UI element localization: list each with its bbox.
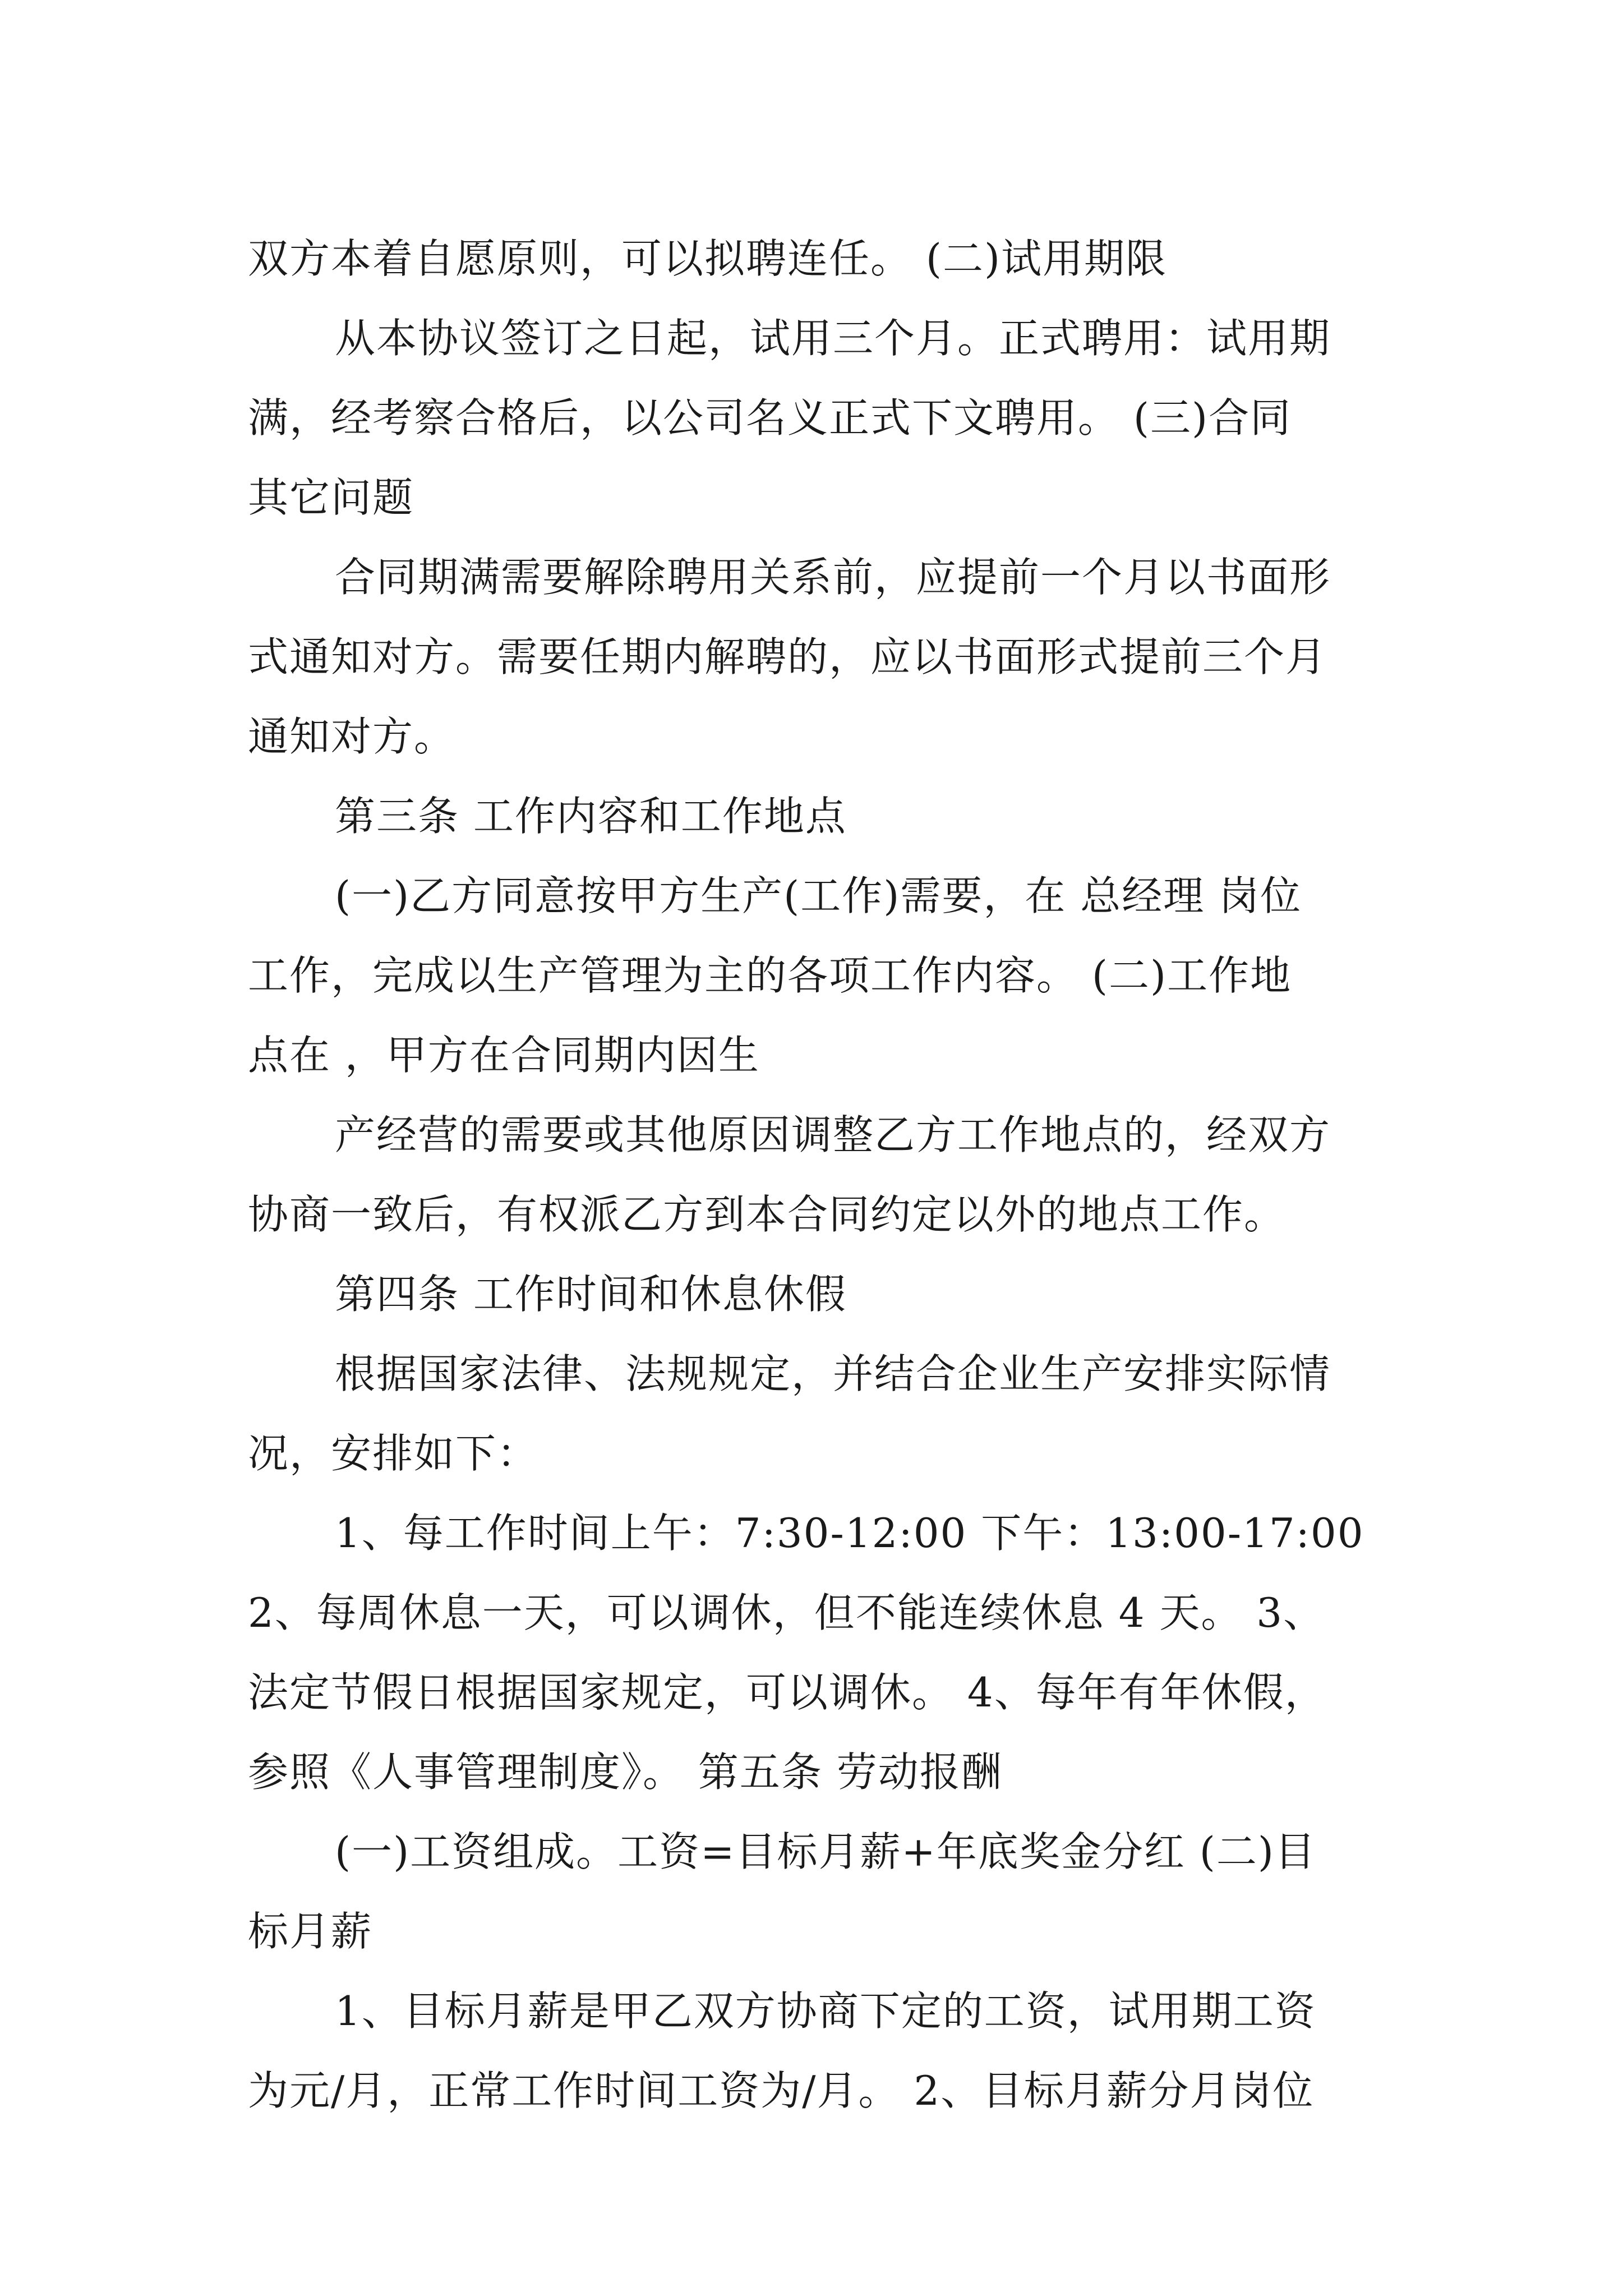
contract-text-body [248,219,1392,2131]
text-line: 式通知对方。需要任期内解聘的，应以书面形式提前三个月 [248,633,1327,680]
text-line: 况，安排如下： [248,1430,539,1477]
text-line: 1、目标月薪是甲乙双方协商下定的工资，试用期工资 [335,1987,1316,2035]
text-line: 合同期满需要解除聘用关系前，应提前一个月以书面形 [335,554,1331,601]
text-line: 工作，完成以生产管理为主的各项工作内容。 (二)工作地 [248,952,1292,999]
text-line: 第四条 工作时间和休息休假 [335,1271,847,1318]
text-line: 标月薪 [248,1908,373,1955]
text-line: 点在 ，甲方在合同期内因生 [248,1032,760,1079]
text-line: 产经营的需要或其他原因调整乙方工作地点的，经双方 [335,1111,1331,1158]
text-line: 1、每工作时间上午：7:30-12:00 下午：13:00-17:00 [335,1510,1364,1557]
text-line: 从本协议签订之日起，试用三个月。正式聘用：试用期 [335,315,1331,362]
text-line: 双方本着自愿原则，可以拟聘连任。 (二)试用期限 [248,235,1168,282]
text-line: 协商一致后，有权派乙方到本合同约定以外的地点工作。 [248,1191,1286,1238]
text-line: 第三条 工作内容和工作地点 [335,793,847,840]
text-line: 2、每周休息一天，可以调休，但不能连续休息 4 天。 3、 [248,1589,1325,1636]
text-line: 法定节假日根据国家规定，可以调休。 4、每年有年休假， [248,1669,1326,1716]
text-line: 为元/月，正常工作时间工资为/月。 2、目标月薪分月岗位 [248,2067,1315,2114]
text-line: (一)乙方同意按甲方生产(工作)需要，在 总经理 岗位 [335,872,1302,919]
text-line: (一)工资组成。工资=目标月薪+年底奖金分红 (二)目 [335,1828,1316,1875]
text-line: 通知对方。 [248,713,456,760]
text-line: 其它问题 [248,474,414,521]
text-line: 根据国家法律、法规规定，并结合企业生产安排实际情 [335,1350,1331,1397]
text-line: 参照《人事管理制度》。 第五条 劳动报酬 [248,1749,1003,1796]
text-line: 满，经考察合格后，以公司名义正式下文聘用。 (三)合同 [248,394,1292,441]
